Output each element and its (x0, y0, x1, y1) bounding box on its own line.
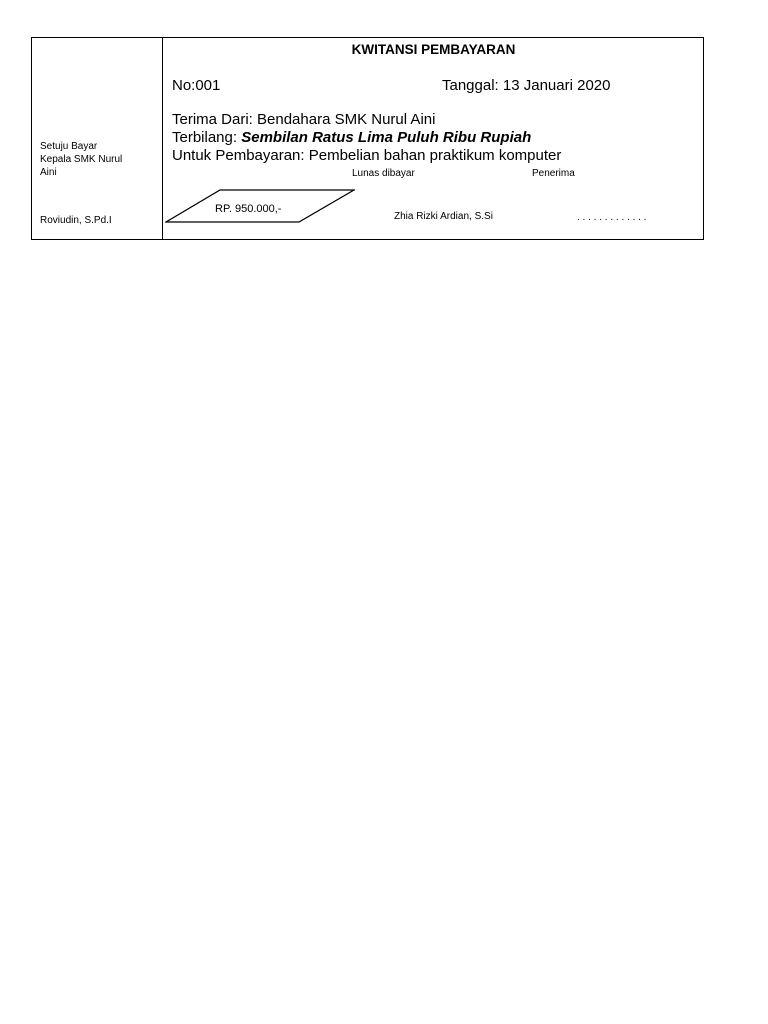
receiver-signature-line: . . . . . . . . . . . . . (577, 212, 647, 223)
amount-in-words: Sembilan Ratus Lima Puluh Ribu Rupiah (241, 129, 532, 146)
approval-line-2: Kepala SMK Nurul (40, 154, 123, 165)
approval-block (40, 140, 150, 179)
receipt (31, 37, 704, 240)
approval-signer: Roviudin, S.Pd.I (40, 215, 112, 226)
paid-by-name: Zhia Rizki Ardian, S.Si (394, 211, 493, 222)
column-divider (162, 38, 163, 239)
receipt-number: No:001 (172, 77, 221, 94)
approval-line-1: Setuju Bayar (40, 141, 98, 152)
received-from: Terima Dari: Bendahara SMK Nurul Aini (172, 111, 436, 128)
receipt-title: KWITANSI PEMBAYARAN (351, 42, 516, 57)
amount-in-words-row (172, 130, 531, 145)
paid-label: Lunas dibayar (352, 168, 415, 179)
approval-line-3: Aini (40, 167, 57, 178)
receiver-label: Penerima (532, 168, 575, 179)
receipt-date: Tanggal: 13 Januari 2020 (442, 77, 611, 94)
payment-purpose: Untuk Pembayaran: Pembelian bahan praktikum komputer (172, 147, 562, 164)
amount-value: RP. 950.000,- (215, 203, 282, 215)
amount-words-label: Terbilang: (172, 129, 238, 146)
